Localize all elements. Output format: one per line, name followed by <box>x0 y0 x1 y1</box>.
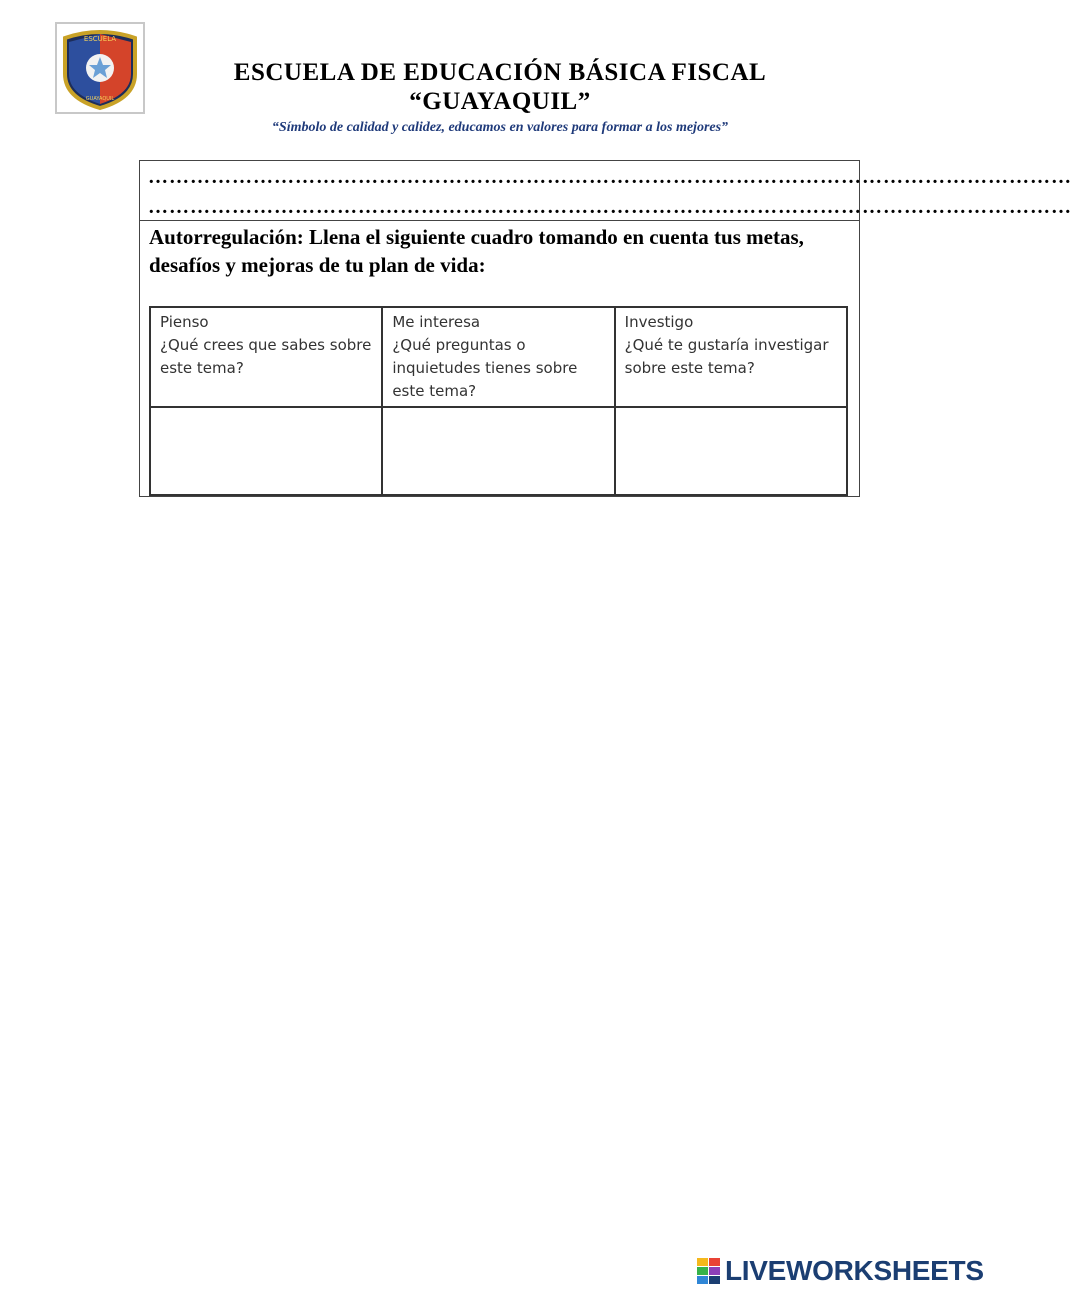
table-header-row <box>150 307 847 407</box>
school-name-line-2: “GUAYAQUIL” <box>409 88 591 115</box>
table-answer-row <box>150 407 847 495</box>
answer-line-1[interactable]: …………………………………………………………………………………………………………………… <box>148 166 1072 188</box>
column-question: ¿Qué preguntas o inquietudes tienes sobre este tema? <box>392 336 578 400</box>
column-pienso <box>150 307 382 407</box>
answer-line-2[interactable]: …………………………………………………………………………………………………………………… <box>148 196 1072 218</box>
brand-text: LIVEWORKSHEETS <box>725 1255 984 1286</box>
school-name-line-1: ESCUELA DE EDUCACIÓN BÁSICA FISCAL <box>233 59 767 86</box>
column-title: Me interesa <box>392 313 481 331</box>
answer-cell-pienso[interactable] <box>150 407 382 495</box>
divider <box>140 220 859 221</box>
column-question: ¿Qué te gustaría investigar sobre este tema? <box>624 336 829 377</box>
worksheet-frame <box>139 160 1072 497</box>
liveworksheets-logo-icon <box>697 1258 721 1284</box>
answer-cell-me-interesa[interactable] <box>382 407 614 495</box>
instruction-text: Autorregulación: Llena el siguiente cuadro tomando en cuenta tus metas, desafíos y mejoras de tu plan de vida: <box>149 225 804 277</box>
column-title: Pienso <box>160 313 209 331</box>
column-question: ¿Qué crees que sabes sobre este tema? <box>160 336 372 377</box>
liveworksheets-brand[interactable] <box>697 1256 984 1286</box>
kwl-table <box>149 306 848 496</box>
column-title: Investigo <box>624 313 694 331</box>
school-motto: “Símbolo de calidad y calidez, educamos en valores para formar a los mejores” <box>271 120 729 135</box>
svg-text:GUAYAQUIL: GUAYAQUIL <box>85 96 115 102</box>
svg-text:ESCUELA: ESCUELA <box>83 35 117 43</box>
answer-cell-investigo[interactable] <box>615 407 847 495</box>
column-me-interesa <box>382 307 614 407</box>
column-investigo <box>615 307 847 407</box>
